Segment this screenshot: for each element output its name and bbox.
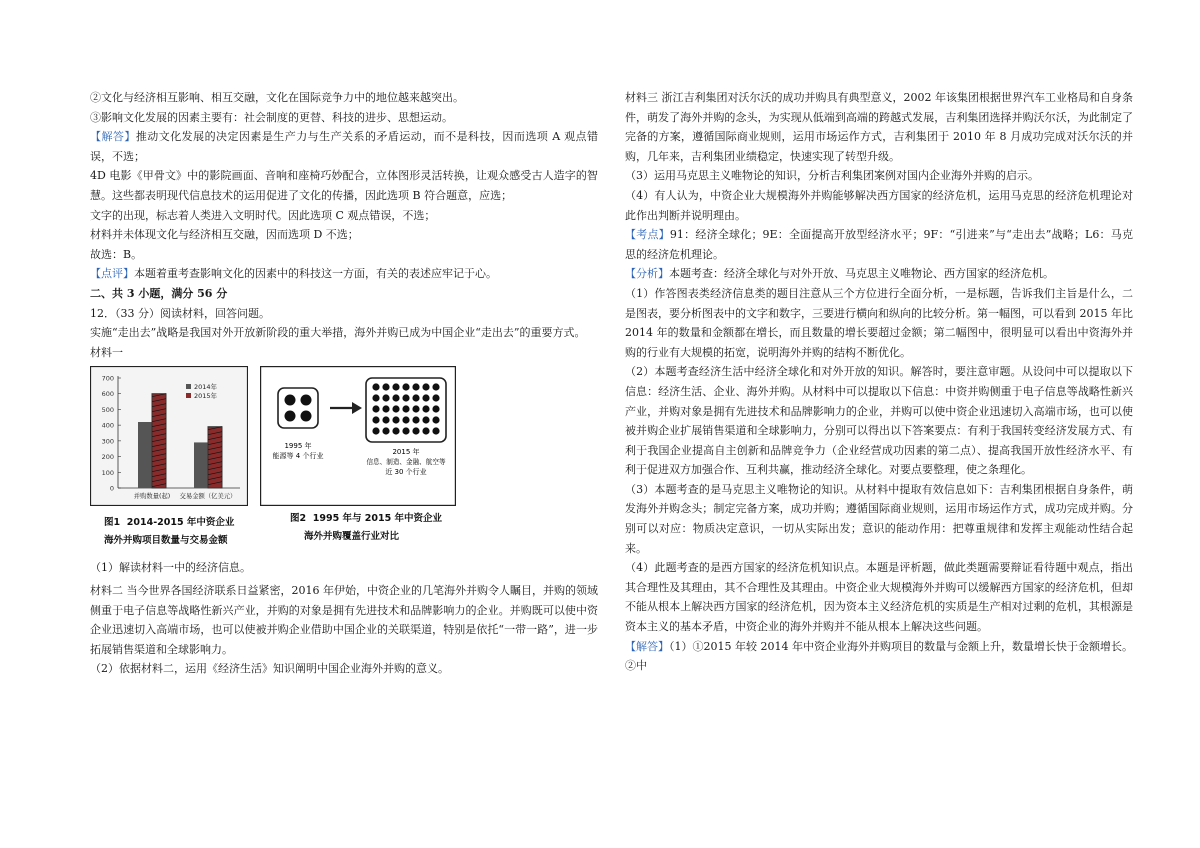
y-tick-label: 200	[101, 453, 114, 462]
figures	[90, 366, 598, 556]
y-tick-label: 600	[101, 390, 114, 399]
dot	[432, 384, 439, 391]
left-column	[90, 88, 598, 679]
legend-label: 2015年	[194, 392, 218, 401]
dot	[372, 417, 379, 424]
intro-paragraph: 实施“走出去”战略是我国对外开放新阶段的重大举措，海外并购已成为中国企业“走出去”的重要方式。	[90, 326, 586, 340]
analysis-tag: 【分析】	[625, 267, 669, 281]
dot	[372, 384, 379, 391]
dot	[372, 406, 379, 413]
figure1-caption-line1: 2014-2015 年中资企业	[126, 517, 235, 529]
solution-text: （1）①2015 年较 2014 年中资企业海外并购项目的数量与金额上升，数量增长快于金额增长。②中	[625, 639, 1134, 673]
label-2015-industries: 信息、制造、金融、航空等	[366, 458, 446, 467]
dot	[402, 417, 409, 424]
y-tick-label: 100	[101, 469, 114, 478]
x-tick-label: 并购数量(起)	[133, 493, 171, 501]
dot	[301, 411, 312, 422]
dot	[372, 428, 379, 435]
dot	[432, 417, 439, 424]
dot	[412, 395, 419, 402]
paragraph-option-d: 材料并未体现文化与经济相互交融，因而选项 D 不选；	[90, 228, 359, 242]
analysis-4: （4）此题考查的是西方国家的经济危机知识点。本题是评析题，做此类题需要辩证看待题中观点，指出其合理性及其理由，其不合理性及其理由。中资企业大规模海外并购可以缓解西方国家的经济危机，但却不能从根本上解决西方国家的经济危机，因为资本主义经济危机的实质是生产相对过剩的危机，其根源是资本主义的基本矛盾，中资企业的海外并购并不能从根本上解决这些问题。	[625, 561, 1133, 634]
legend-swatch	[186, 393, 191, 398]
dot	[392, 406, 399, 413]
figure2-caption-line2: 海外并购覆盖行业对比	[304, 531, 400, 543]
material-2: 材料二 当今世界各国经济联系日益紧密，2016 年伊始，中资企业的几笔海外并购令人瞩目，并购的领域侧重于电子信息等战略性新兴产业，并购的对象是拥有先进技术和品牌影响力的企业。并购既可以使中资企业迅速切入高端市场，也可以使被并购企业借助中国企业的关联渠道，特别是依托“一带一路”，进一步拓展销售渠道和全球影响力。	[90, 583, 598, 656]
dot	[382, 395, 389, 402]
kaodian-paragraph	[625, 225, 1133, 264]
dot	[392, 395, 399, 402]
material-3: 材料三 浙江吉利集团对沃尔沃的成功并购具有典型意义，2002 年该集团根据世界汽车工业格局和自身条件，萌发了海外并购的念头，为实现从低端到高端的跨越式发展，吉利集团选择并购沃尔沃，为此制定了完备的方案，遵循国际商业规则，运用市场运作方式，吉利集团于 2010 年 8 月成功完成对沃尔沃的并购，几年来，吉利集团业绩稳定，快速实现了转型升级。	[625, 91, 1133, 163]
figure2-caption-line1: 1995 年与 2015 年中资企业	[312, 513, 443, 525]
dot	[422, 417, 429, 424]
answer-tag: 【解答】	[90, 130, 136, 144]
box-1995	[278, 388, 318, 428]
dot	[412, 417, 419, 424]
analysis-paragraph	[625, 264, 1133, 284]
figure1-caption-num: 图1	[104, 517, 121, 529]
point-2: ②文化与经济相互影响、相互交融，文化在国际竞争力中的地位越来越突出。	[90, 91, 464, 104]
figure2-caption	[290, 510, 442, 542]
question-12: 12．（33 分）阅读材料，回答问题。	[90, 306, 270, 320]
dot	[392, 428, 399, 435]
x-tick-label: 交易金额（亿美元）	[179, 493, 237, 501]
material-1-label: 材料一	[90, 345, 123, 359]
dot	[402, 406, 409, 413]
dot	[432, 406, 439, 413]
dot	[412, 428, 419, 435]
comment-paragraph	[90, 264, 598, 284]
dot	[432, 395, 439, 402]
dot	[285, 411, 296, 422]
kaodian-tag: 【考点】	[625, 228, 670, 242]
x-tick-labels	[134, 491, 237, 500]
dot	[382, 428, 389, 435]
dot	[422, 384, 429, 391]
dot	[392, 384, 399, 391]
dot	[422, 395, 429, 402]
dot	[412, 406, 419, 413]
point-3: ③影响文化发展的因素主要有：社会制度的更替、科技的进步、思想运动。	[90, 110, 453, 124]
figure1-caption	[104, 514, 234, 546]
dot	[402, 384, 409, 391]
comment-tag: 【点评】	[90, 267, 134, 281]
question-4: （4）有人认为，中资企业大规模海外并购能够解决西方国家的经济危机，运用马克思的经济危机理论对此作出判断并说明理由。	[625, 188, 1133, 222]
analysis-1: （1）作答图表类经济信息类的题目注意从三个方位进行全面分析，一是标题，告诉我们主旨是什么，二是图表，要分析图表中的文字和数字，三要进行横向和纵向的比较分析。第一幅图，可以看到 2015 年比 2014 年的数量和金额都在增长，而且数量的增长要超过金额；第二幅图中，很明显可以看出中资海外并购的行业有大规模的拓宽，说明海外并购的结构不断优化。	[625, 286, 1133, 359]
dot	[402, 428, 409, 435]
legend-swatch	[186, 384, 191, 389]
label-2015-year: 2015 年	[392, 448, 420, 457]
paragraph-option-b: 4D 电影《甲骨文》中的影院画面、音响和座椅巧妙配合，立体图形灵活转换，让观众感受古人造字的智慧。这些都表明现代信息技术的运用促进了文化的传播，因此选项 B 符合题意，应选；	[90, 169, 598, 202]
question-2: （2）依据材料二，运用《经济生活》知识阐明中国企业海外并购的意义。	[90, 662, 449, 676]
question-1: （1）解读材料一中的经济信息。	[90, 561, 251, 575]
section-heading: 二、共 3 小题，满分 56 分	[90, 286, 228, 300]
dot	[392, 417, 399, 424]
y-tick-label: 500	[101, 406, 114, 415]
dot	[412, 384, 419, 391]
dot	[285, 395, 296, 406]
y-tick-label: 300	[101, 437, 114, 446]
dot	[402, 395, 409, 402]
analysis-3: （3）本题考查的是马克思主义唯物论的知识。从材料中提取有效信息如下：吉利集团根据自身条件，萌发海外并购念头；制定完备方案，成功并购；遵循国际商业规则，运用市场运作方式，成功完成并购。分别可以对应：物质决定意识，一切从实际出发；意识的能动作用：把尊重规律和发挥主观能动性结合起来。	[625, 482, 1133, 555]
comment-text: 本题着重考查影响文化的因素中的科技这一方面，有关的表述应牢记于心。	[134, 267, 497, 281]
kaodian-text: 91：经济全球化；9E：全面提高开放型经济水平；9F：“引进来”与“走出去”战略；L6：马克思的经济危机理论。	[625, 228, 1134, 261]
dot	[382, 384, 389, 391]
solution-paragraph	[625, 637, 1133, 676]
legend-label: 2014年	[194, 383, 218, 392]
label-2015-count: 近 30 个行业	[385, 468, 427, 477]
y-tick-label: 700	[101, 374, 114, 383]
answer-paragraph	[90, 127, 598, 166]
label-1995-industries: 能源等 4 个行业	[272, 452, 324, 461]
choice-line: 故选：B。	[90, 247, 143, 261]
dot	[422, 428, 429, 435]
answer-text: 推动文化发展的决定因素是生产力与生产关系的矛盾运动，而不是科技，因而选项 A 观点错误，不选；	[90, 130, 599, 163]
dot	[432, 428, 439, 435]
chart-frame	[91, 367, 248, 506]
dot	[422, 406, 429, 413]
dot	[382, 406, 389, 413]
bar-0-0	[138, 422, 152, 488]
question-3: （3）运用马克思主义唯物论的知识，分析吉利集团案例对国内企业海外并购的启示。	[625, 169, 1039, 183]
right-column	[625, 88, 1133, 676]
figure2-caption-num: 图2	[290, 513, 307, 525]
figure1-caption-line2: 海外并购项目数量与交易金额	[104, 535, 228, 547]
dot	[382, 417, 389, 424]
paragraph-option-c: 文字的出现，标志着人类进入文明时代。因此选项 C 观点错误，不选；	[90, 208, 436, 222]
figure1-bar-chart	[90, 366, 248, 506]
figure2-diagram	[260, 366, 456, 506]
solution-tag: 【解答】	[625, 639, 670, 653]
analysis-2: （2）本题考查经济生活中经济全球化和对外开放的知识。解答时，要注意审题。从设问中可以提取以下信息：经济生活、企业、海外并购。从材料中可以提取以下信息：中资并购侧重于电子信息等战略性新兴产业，并购对象是拥有先进技术和品牌影响力的企业，并购可以使中资企业迅速切入高端市场，也可以使被并购企业扩展销售渠道和全球影响力，分别可以得出以下答案要点：有利于我国转变经济发展方式、有利于我国企业提高自主创新和品牌竞争力（企业经营成功因素的第二点）、提高我国开放性经济水平、有利于促进双方加强合作、互利共赢，推动经济全球化。对要点要整理，使之条理化。	[625, 365, 1133, 477]
label-1995-year: 1995 年	[284, 442, 312, 451]
analysis-text: 本题考查：经济全球化与对外开放、马克思主义唯物论、西方国家的经济危机。	[669, 267, 1054, 281]
y-tick-label: 400	[101, 421, 114, 430]
y-tick-label: 0	[109, 484, 114, 493]
dot	[301, 395, 312, 406]
bar-0-1	[194, 443, 208, 489]
dot	[372, 395, 379, 402]
